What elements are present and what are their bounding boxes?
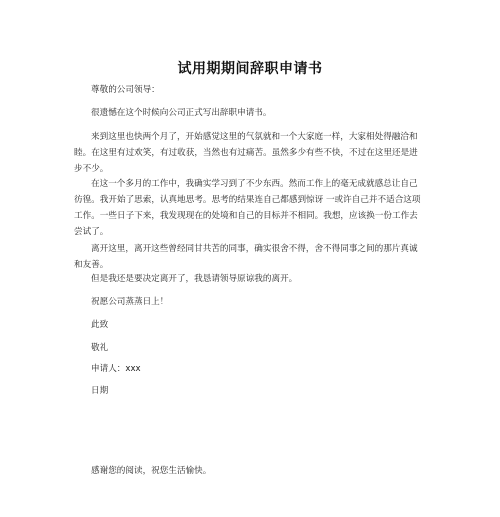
wish-line: 祝愿公司蒸蒸日上！ — [91, 297, 169, 307]
salutation: 尊敬的公司领导： — [91, 85, 160, 95]
document-title: 试用期期间辞职申请书 — [177, 61, 323, 77]
applicant-line: 申请人：xxx — [91, 364, 141, 374]
closing-line-1: 此致 — [91, 320, 109, 330]
footer-note: 感谢您的阅读，祝您生活愉快。 — [91, 466, 212, 476]
paragraph-2: 来到这里也快两个月了，开始感觉这里的气氛就和一个大家庭一样，大家相处得融洽和睦。在这里有过欢笑，有过收获，当然也有过痛苦。虽然多少有些不快，不过在这里还是进步不少。 — [74, 132, 418, 174]
paragraph-1: 很遗憾在这个时候向公司正式写出辞职申请书。 — [91, 108, 272, 118]
paragraph-3: 在这一个多月的工作中，我确实学习到了不少东西。然而工作上的毫无成就感总让自己彷徨。我开始了思索，认真地思考。思考的结果连自己都感到惊讶 一或许自己并不适合这项工作。一些日子下来，我发现现在的处境和自己的目标并不相同。我想，应该换一份工作去尝试了。 — [74, 179, 421, 237]
date-line: 日期 — [91, 386, 109, 396]
closing-line-2: 敬礼 — [91, 343, 109, 353]
paragraph-5: 但是我还是要决定离开了，我恳请领导原谅我的离开。 — [91, 274, 298, 284]
paragraph-4: 离开这里，离开这些曾经同甘共苦的同事，确实很舍不得，舍不得同事之间的那片真诚和友善。 — [74, 244, 418, 270]
